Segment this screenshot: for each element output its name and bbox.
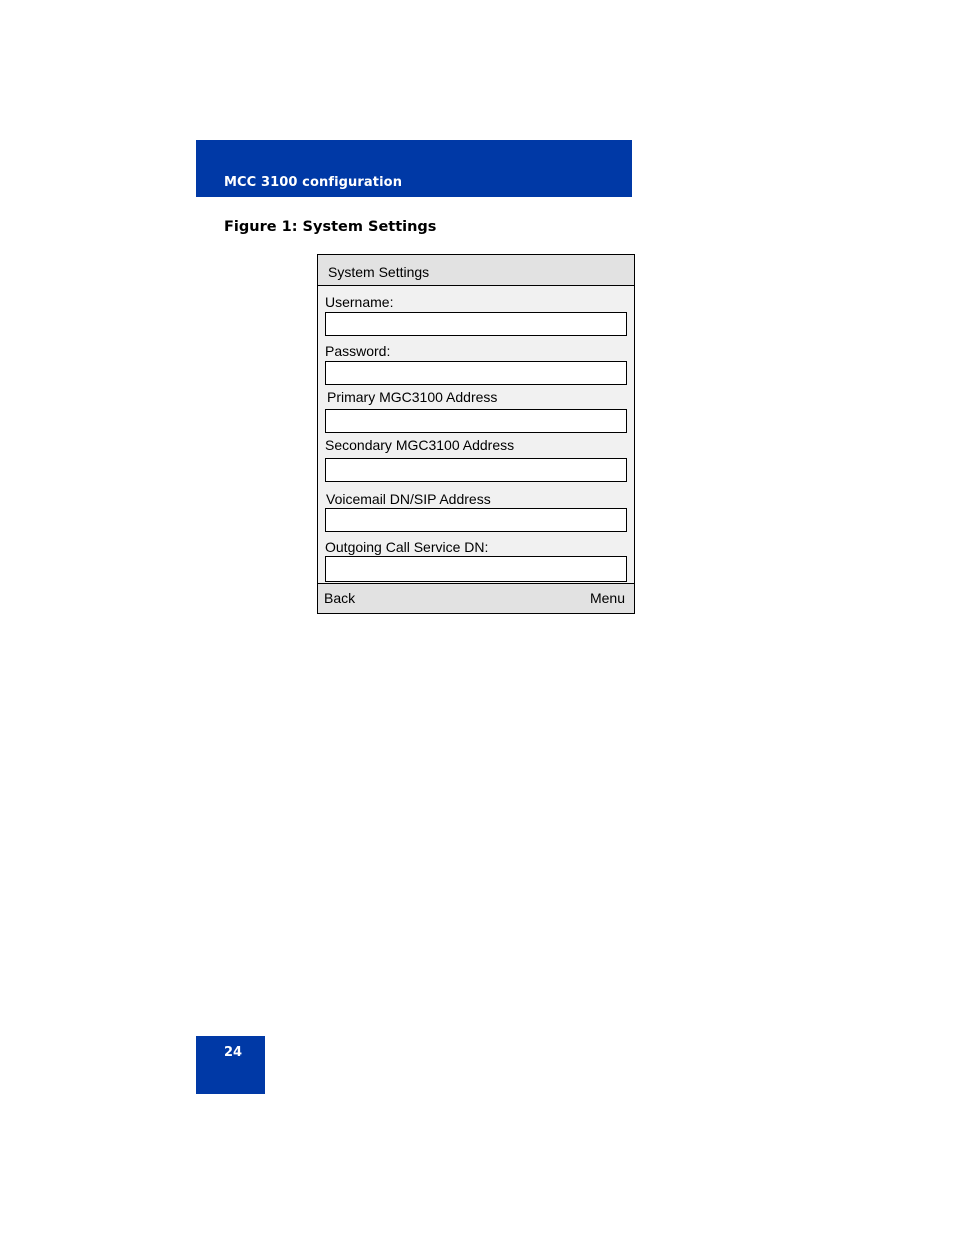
secondary-address-field[interactable] bbox=[325, 458, 627, 482]
outgoing-call-dn-label: Outgoing Call Service DN: bbox=[325, 539, 489, 555]
password-label: Password: bbox=[325, 343, 391, 359]
screen-title: System Settings bbox=[328, 264, 430, 280]
outgoing-call-dn-field[interactable] bbox=[325, 556, 627, 582]
system-settings-screen bbox=[317, 254, 635, 614]
primary-address-label: Primary MGC3100 Address bbox=[327, 389, 498, 405]
figure-caption: Figure 1: System Settings bbox=[224, 219, 437, 235]
voicemail-address-field[interactable] bbox=[325, 508, 627, 532]
section-header-band bbox=[196, 140, 632, 197]
section-title: MCC 3100 configuration bbox=[224, 175, 403, 190]
page-number-band bbox=[196, 1036, 265, 1094]
primary-address-field[interactable] bbox=[325, 409, 627, 433]
softkey-bar bbox=[318, 583, 634, 613]
voicemail-address-label: Voicemail DN/SIP Address bbox=[326, 491, 491, 507]
secondary-address-label: Secondary MGC3100 Address bbox=[325, 437, 515, 453]
username-field[interactable] bbox=[325, 312, 627, 336]
menu-softkey[interactable]: Menu bbox=[589, 590, 625, 606]
page-number: 24 bbox=[224, 1045, 243, 1060]
password-field[interactable] bbox=[325, 361, 627, 385]
back-softkey[interactable]: Back bbox=[324, 590, 356, 606]
username-label: Username: bbox=[325, 294, 394, 310]
screen-title-bar bbox=[318, 255, 634, 286]
